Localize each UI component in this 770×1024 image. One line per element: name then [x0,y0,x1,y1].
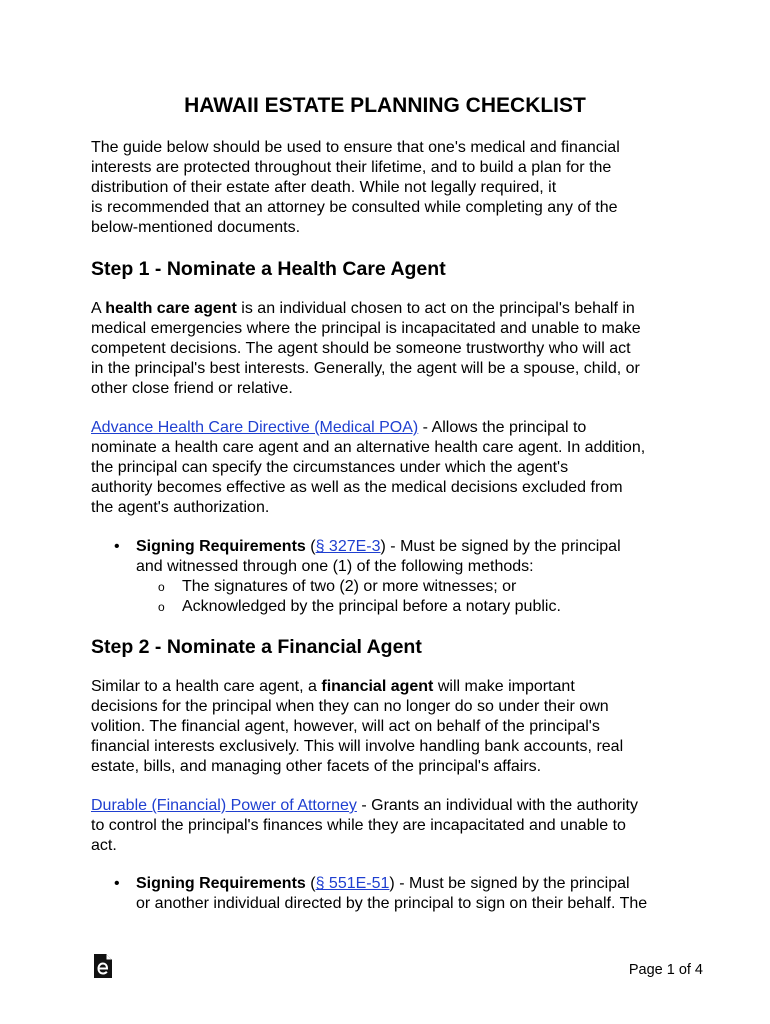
bullet-line: and witnessed through one (1) of the following methods: [136,558,534,575]
intro-line: is recommended that an attorney be consulted while completing any of the [91,199,618,216]
signing-requirements-label: Signing Requirements [136,875,306,892]
durable-poa-link[interactable]: Durable (Financial) Power of Attorney [91,797,357,814]
intro-line: distribution of their estate after death. While not legally required, it [91,179,557,196]
sub-bullet-text: Acknowledged by the principal before a notary public. [182,598,561,615]
financial-agent-term: financial agent [321,678,434,695]
text-span: - Allows the principal to [418,419,587,436]
text-span: is an individual chosen to act on the principal's behalf in [236,300,635,317]
intro-line: below-mentioned documents. [91,219,301,236]
step1-line: competent decisions. The agent should be someone trustworthy who will act [91,340,631,357]
bullet-marker: • [114,538,120,555]
step2-line: financial interests exclusively. This will involve handling bank accounts, real [91,738,624,755]
health-care-agent-term: health care agent [105,300,237,317]
bullet-marker: • [114,875,120,892]
text-span: will make important [433,678,575,695]
text-span: ( [305,538,316,555]
bullet-line: or another individual directed by the principal to sign on their behalf. The [136,895,648,912]
medical-poa-line: the agent's authorization. [91,499,270,516]
medical-poa-line: authority becomes effective as well as the medical decisions excluded from [91,479,623,496]
page-number: Page 1 of 4 [628,962,703,978]
text-span: ( [305,875,316,892]
text-span: A [91,300,106,317]
step1-line [91,299,691,319]
durable-poa-line: to control the principal's finances while they are incapacitated and unable to [91,817,626,834]
step2-line: estate, bills, and managing other facets of the principal's affairs. [91,758,542,775]
step1-line: in the principal's best interests. Generally, the agent will be a spouse, child, or [91,360,640,377]
text-span: ) - Must be signed by the principal [380,538,621,555]
step2-line [91,677,691,697]
sub-bullet-marker: o [158,600,165,614]
medical-poa-link[interactable]: Advance Health Care Directive (Medical POA) [91,419,419,436]
step1-heading: Step 1 - Nominate a Health Care Agent [91,258,446,280]
intro-line: The guide below should be used to ensure that one's medical and financial [91,139,620,156]
text-span: Similar to a health care agent, a [91,678,322,695]
text-span: ) - Must be signed by the principal [389,875,630,892]
sub-bullet-text: The signatures of two (2) or more witnesses; or [182,578,517,595]
bullet-line [136,537,696,557]
medical-poa-line [91,418,691,438]
document-title: HAWAII ESTATE PLANNING CHECKLIST [184,94,586,117]
text-span: - Grants an individual with the authority [356,797,638,814]
eforms-logo-icon [92,953,114,979]
step1-line: other close friend or relative. [91,380,293,397]
signing-requirements-label: Signing Requirements [136,538,306,555]
step2-line: decisions for the principal when they can no longer do so under their own [91,698,609,715]
step2-heading: Step 2 - Nominate a Financial Agent [91,636,422,658]
statute-327e-3-link[interactable]: § 327E-3 [315,538,381,555]
step1-line: medical emergencies where the principal is incapacitated and unable to make [91,320,641,337]
sub-bullet-marker: o [158,580,165,594]
statute-551e-51-link[interactable]: § 551E-51 [315,875,390,892]
medical-poa-line: the principal can specify the circumstances under which the agent's [91,459,569,476]
durable-poa-line: act. [91,837,117,854]
step2-line: volition. The financial agent, however, will act on behalf of the principal's [91,718,600,735]
durable-poa-line [91,796,691,816]
intro-line: interests are protected throughout their lifetime, and to build a plan for the [91,159,612,176]
medical-poa-line: nominate a health care agent and an alternative health care agent. In addition, [91,439,646,456]
bullet-line [136,874,696,894]
